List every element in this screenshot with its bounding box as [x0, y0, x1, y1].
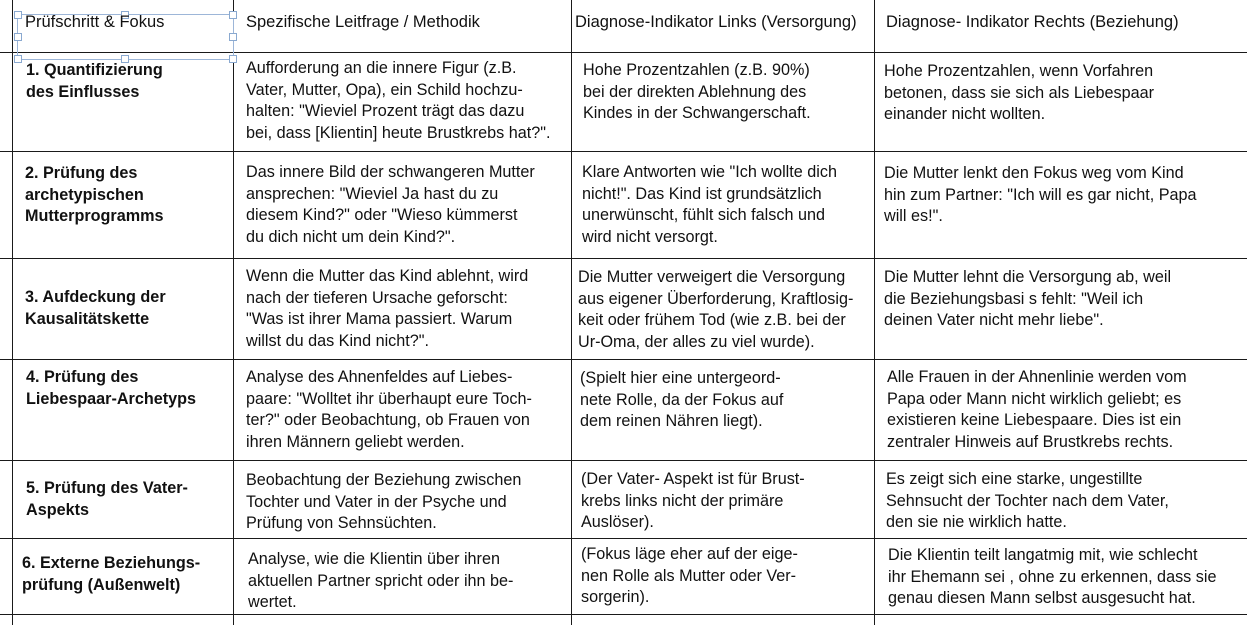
resize-handle[interactable] — [14, 33, 22, 41]
row1-method: Aufforderung an die innere Figur (z.B. Vater, Mutter, Opa), ein Schild hochzu- halten: "Wieviel Prozent trägt das dazu bei, dass [Klientin] heute Brustkrebs hat?". — [246, 59, 551, 142]
header-left-indicator: Diagnose-Indikator Links (Versorgung) — [575, 13, 857, 31]
row3-left: Die Mutter verweigert die Versorgung aus eigener Überforderung, Kraftlosig- keit oder frühem Tod (wie z.B. bei der Ur-Oma, der alles zu viel wurde). — [578, 268, 854, 351]
row4-left: (Spielt hier eine untergeord- nete Rolle, da der Fokus auf dem reinen Nähren liegt). — [580, 369, 784, 430]
row1-step: 1. Quantifizierung des Einflusses — [26, 61, 163, 101]
row4-right: Alle Frauen in der Ahnenlinie werden vom Papa oder Mann nicht wirklich geliebt; es existieren keine Liebespaare. Dies ist ein zentraler Hinweis auf Brustkrebs rechts. — [887, 368, 1187, 451]
row-divider — [0, 359, 1247, 360]
header-step: Prüfschritt & Fokus — [25, 13, 165, 31]
column-divider — [12, 0, 13, 625]
row3-step: 3. Aufdeckung der Kausalitätskette — [25, 288, 166, 328]
row2-method: Das innere Bild der schwangeren Mutter ansprechen: "Wieviel Ja hast du zu diesem Kind?" oder "Wieso kümmerst du dich nicht um dein Kind?". — [246, 163, 535, 246]
column-divider — [233, 0, 234, 625]
row6-right: Die Klientin teilt langatmig mit, wie schlecht ihr Ehemann sei , ohne zu erkennen, dass sie genau diesen Mann selbst ausgesucht hat. — [888, 546, 1217, 607]
row3-right: Die Mutter lehnt die Versorgung ab, weil die Beziehungsbasi s fehlt: "Weil ich deinen Vater nicht mehr liebe". — [884, 268, 1172, 329]
column-divider — [874, 0, 875, 625]
resize-handle[interactable] — [14, 55, 22, 63]
row-divider — [0, 460, 1247, 461]
row6-method: Analyse, wie die Klientin über ihren aktuellen Partner spricht oder ihn be- wertet. — [248, 550, 514, 611]
resize-handle[interactable] — [229, 55, 237, 63]
row6-left: (Fokus läge eher auf der eige- nen Rolle als Mutter oder Ver- sorgerin). — [581, 545, 798, 606]
row4-step: 4. Prüfung des Liebespaar-Archetyps — [26, 368, 197, 408]
row2-right: Die Mutter lenkt den Fokus weg vom Kind hin zum Partner: "Ich will es gar nicht, Papa will es!". — [884, 164, 1197, 225]
row2-step: 2. Prüfung des archetypischen Mutterprogramms — [25, 164, 164, 225]
resize-handle[interactable] — [14, 11, 22, 19]
row6-step: 6. Externe Beziehungs- prüfung (Außenwelt) — [22, 554, 201, 594]
column-divider — [571, 0, 572, 625]
row4-method: Analyse des Ahnenfeldes auf Liebes- paare: "Wolltet ihr überhaupt eure Toch- ter?" oder Beobachtung, ob Frauen von ihren Männern geliebt werden. — [246, 368, 532, 451]
header-method: Spezifische Leitfrage / Methodik — [246, 13, 480, 31]
row-divider — [0, 151, 1247, 152]
row1-right: Hohe Prozentzahlen, wenn Vorfahren betonen, dass sie sich als Liebespaar einander nicht wollten. — [884, 62, 1154, 123]
header-right-indicator: Diagnose- Indikator Rechts (Beziehung) — [886, 13, 1179, 31]
row5-left: (Der Vater- Aspekt ist für Brust- krebs links nicht der primäre Auslöser). — [581, 470, 805, 531]
row3-method: Wenn die Mutter das Kind ablehnt, wird nach der tieferen Ursache geforscht: "Was ist ihrer Mama passiert. Warum willst du das Kind nicht?". — [246, 267, 529, 350]
row1-left: Hohe Prozentzahlen (z.B. 90%) bei der direkten Ablehnung des Kindes in der Schwangerschaft. — [583, 61, 811, 122]
resize-handle[interactable] — [229, 11, 237, 19]
row5-method: Beobachtung der Beziehung zwischen Tochter und Vater in der Psyche und Prüfung von Sehnsüchten. — [246, 471, 522, 532]
row5-step: 5. Prüfung des Vater- Aspekts — [26, 479, 188, 519]
resize-handle[interactable] — [229, 33, 237, 41]
row5-right: Es zeigt sich eine starke, ungestillte Sehnsucht der Tochter nach dem Vater, den sie nie wirklich hatte. — [886, 470, 1169, 531]
row-divider — [0, 258, 1247, 259]
row-divider — [0, 614, 1247, 615]
row-divider — [0, 538, 1247, 539]
row2-left: Klare Antworten wie "Ich wollte dich nicht!". Das Kind ist grundsätzlich unerwünscht, fühlt sich falsch und wird nicht versorgt. — [582, 163, 837, 246]
